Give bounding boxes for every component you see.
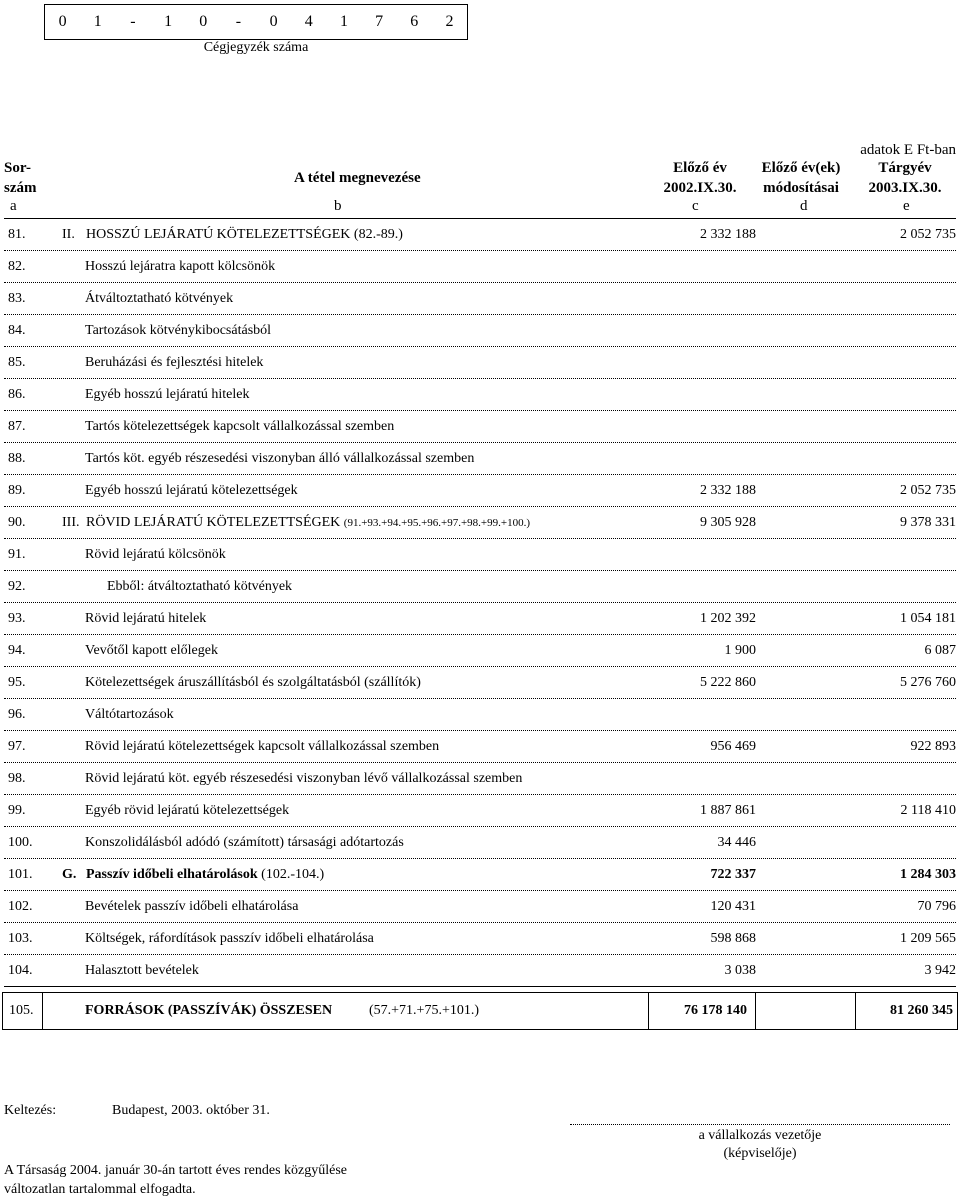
table-row: [4, 251, 956, 283]
total-current-year: 81 260 345: [890, 1003, 953, 1018]
row-number: 102.: [8, 899, 33, 914]
row-label: Egyéb rövid lejáratú kötelezettségek: [85, 803, 290, 818]
value-prev-year: 722 337: [710, 867, 756, 882]
registry-digit: 0: [58, 13, 67, 30]
approval-note-line2: változatlan tartalommal elfogadta.: [4, 1182, 196, 1197]
row-label: Átváltoztatható kötvények: [85, 291, 234, 306]
row-section-prefix: G.: [62, 867, 77, 882]
row-number: 82.: [8, 259, 26, 274]
row-number: 97.: [8, 739, 26, 754]
value-current-year: 2 118 410: [900, 803, 956, 818]
header-col-c-line2: 2002.IX.30.: [663, 180, 737, 196]
row-number: 88.: [8, 451, 26, 466]
table-row: [4, 923, 956, 955]
row-number: 99.: [8, 803, 26, 818]
row-number: 83.: [8, 291, 26, 306]
row-label: Ebből: átváltoztatható kötvények: [107, 579, 293, 594]
value-prev-year: 9 305 928: [700, 515, 756, 530]
signer-subtitle: (képviselője): [723, 1146, 797, 1161]
value-prev-year: 2 332 188: [700, 483, 756, 498]
registry-number-box: [44, 4, 468, 40]
row-label: Hosszú lejáratra kapott kölcsönök: [85, 259, 276, 274]
value-current-year: 2 052 735: [900, 227, 956, 242]
letter-c: c: [692, 198, 699, 214]
row-label: HOSSZÚ LEJÁRATÚ KÖTELEZETTSÉGEK (82.-89.): [86, 227, 403, 242]
row-number: 104.: [8, 963, 33, 978]
value-prev-year: 120 431: [710, 899, 756, 914]
registry-digit: 1: [93, 13, 102, 30]
registry-label: Cégjegyzék száma: [203, 40, 309, 55]
value-current-year: 1 054 181: [900, 611, 956, 626]
date-label: Keltezés:: [4, 1103, 57, 1118]
row-label: Egyéb hosszú lejáratú kötelezettségek: [85, 483, 298, 498]
value-current-year: 1 209 565: [900, 931, 956, 946]
value-current-year: 5 276 760: [900, 675, 956, 690]
header-col-b: A tétel megnevezése: [294, 170, 421, 186]
letter-d: d: [800, 198, 808, 214]
row-label: Egyéb hosszú lejáratú hitelek: [85, 387, 250, 402]
row-label: Rövid lejáratú kölcsönök: [85, 547, 226, 562]
date-value: Budapest, 2003. október 31.: [112, 1103, 270, 1118]
row-label: RÖVID LEJÁRATÚ KÖTELEZETTSÉGEK: [86, 515, 341, 530]
value-prev-year: 1 202 392: [700, 611, 756, 626]
row-label: Költségek, ráfordítások passzív időbeli elhatárolása: [85, 931, 374, 946]
row-number: 101.: [8, 867, 33, 882]
total-prev-year: 76 178 140: [684, 1003, 747, 1018]
table-row: [4, 827, 956, 859]
total-formula: (57.+71.+75.+101.): [369, 1003, 480, 1018]
value-prev-year: 2 332 188: [700, 227, 756, 242]
signer-title: a vállalkozás vezetője: [698, 1128, 822, 1143]
row-label: Tartozások kötvénykibocsátásból: [85, 323, 272, 338]
header-col-a-line1: Sor-: [4, 160, 31, 176]
registry-digit: -: [130, 13, 136, 30]
row-label: Vevőtől kapott előlegek: [85, 643, 218, 658]
row-number: 100.: [8, 835, 33, 850]
registry-digit: 0: [199, 13, 208, 30]
table-row: [4, 891, 956, 923]
value-prev-year: 3 038: [724, 963, 756, 978]
value-prev-year: 1 900: [724, 643, 756, 658]
header-col-d-line2: módosításai: [763, 180, 839, 196]
total-row: [2, 992, 958, 1030]
table-row: [4, 475, 956, 507]
row-label: Kötelezettségek áruszállításból és szolgáltatásból (szállítók): [85, 675, 421, 690]
header-col-e-line1: Tárgyév: [878, 160, 932, 176]
table-row: [4, 859, 956, 891]
row-number: 89.: [8, 483, 26, 498]
row-number: 87.: [8, 419, 26, 434]
registry-digit: 4: [304, 13, 313, 30]
value-prev-year: 956 469: [710, 739, 756, 754]
table-row: [4, 731, 956, 763]
row-number: 93.: [8, 611, 26, 626]
table-row: [4, 379, 956, 411]
table-row: [4, 539, 956, 571]
row-section-prefix: II.: [62, 227, 75, 242]
table-row: [4, 571, 956, 603]
table-row: [4, 763, 956, 795]
letter-e: e: [903, 198, 910, 214]
value-current-year: 9 378 331: [900, 515, 956, 530]
letter-b: b: [334, 198, 342, 214]
row-number: 103.: [8, 931, 33, 946]
registry-digit: 2: [445, 13, 454, 30]
row-number: 91.: [8, 547, 26, 562]
registry-digit: 7: [375, 13, 384, 30]
value-current-year: 70 796: [917, 899, 956, 914]
value-current-year: 1 284 303: [900, 867, 956, 882]
header-col-e-line2: 2003.IX.30.: [868, 180, 942, 196]
table-row: [4, 315, 956, 347]
header-col-a-line2: szám: [4, 180, 37, 196]
table-row: [4, 507, 956, 539]
table-row: [4, 283, 956, 315]
table-row: [4, 667, 956, 699]
table-row: [4, 699, 956, 731]
registry-digit: -: [235, 13, 242, 30]
value-current-year: 3 942: [924, 963, 956, 978]
value-current-year: 6 087: [924, 643, 956, 658]
total-num: 105.: [9, 1003, 34, 1018]
value-current-year: 2 052 735: [900, 483, 956, 498]
row-number: 81.: [8, 227, 26, 242]
row-label: Konszolidálásból adódó (számított) társasági adótartozás: [85, 835, 404, 850]
row-label: Váltótartozások: [85, 707, 174, 722]
approval-note-line1: A Társaság 2004. január 30-án tartott éves rendes közgyűlése: [4, 1163, 348, 1178]
table-row: [4, 795, 956, 827]
table-row: [4, 411, 956, 443]
table-row: [4, 955, 956, 987]
letter-a: a: [10, 198, 17, 214]
header-col-c-line1: Előző év: [673, 160, 727, 176]
row-number: 95.: [8, 675, 26, 690]
table-row: [4, 219, 956, 251]
row-formula: (102.-104.): [261, 867, 325, 882]
header-letter-row: [4, 196, 956, 219]
row-label: Rövid lejáratú köt. egyéb részesedési viszonyban lévő vállalkozással szemben: [85, 771, 523, 786]
row-label: Halasztott bevételek: [85, 963, 199, 978]
table-row: [4, 443, 956, 475]
row-section-prefix: III.: [62, 515, 80, 530]
value-prev-year: 5 222 860: [700, 675, 756, 690]
value-current-year: 922 893: [910, 739, 956, 754]
row-label: Bevételek passzív időbeli elhatárolása: [85, 899, 299, 914]
table-row: [4, 347, 956, 379]
signature-line: [570, 1124, 950, 1125]
row-number: 98.: [8, 771, 26, 786]
registry-digit: 1: [339, 13, 348, 30]
row-number: 94.: [8, 643, 26, 658]
row-number: 90.: [8, 515, 26, 530]
header-col-d-line1: Előző év(ek): [761, 160, 841, 176]
row-number: 86.: [8, 387, 26, 402]
unit-label: adatok E Ft-ban: [860, 142, 956, 158]
value-prev-year: 1 887 861: [700, 803, 756, 818]
row-label: Rövid lejáratú kötelezettségek kapcsolt vállalkozással szemben: [85, 739, 440, 754]
row-number: 96.: [8, 707, 26, 722]
row-label: Tartós köt. egyéb részesedési viszonyban álló vállalkozással szemben: [85, 451, 475, 466]
row-number: 85.: [8, 355, 26, 370]
table-row: [4, 635, 956, 667]
value-prev-year: 34 446: [717, 835, 756, 850]
registry-digit: 1: [164, 13, 173, 30]
total-label: FORRÁSOK (PASSZÍVÁK) ÖSSZESEN: [85, 1003, 333, 1018]
row-number: 84.: [8, 323, 26, 338]
registry-digit: 6: [410, 13, 419, 30]
row-label: Beruházási és fejlesztési hitelek: [85, 355, 264, 370]
value-prev-year: 598 868: [710, 931, 756, 946]
registry-digit: 0: [269, 13, 278, 30]
table-row: [4, 603, 956, 635]
row-label: Passzív időbeli elhatárolások: [86, 867, 258, 882]
row-number: 92.: [8, 579, 26, 594]
row-label: Tartós kötelezettségek kapcsolt vállalkozással szemben: [85, 419, 395, 434]
row-formula: (91.+93.+94.+95.+96.+97.+98.+99.+100.): [343, 517, 531, 529]
row-label: Rövid lejáratú hitelek: [85, 611, 207, 626]
